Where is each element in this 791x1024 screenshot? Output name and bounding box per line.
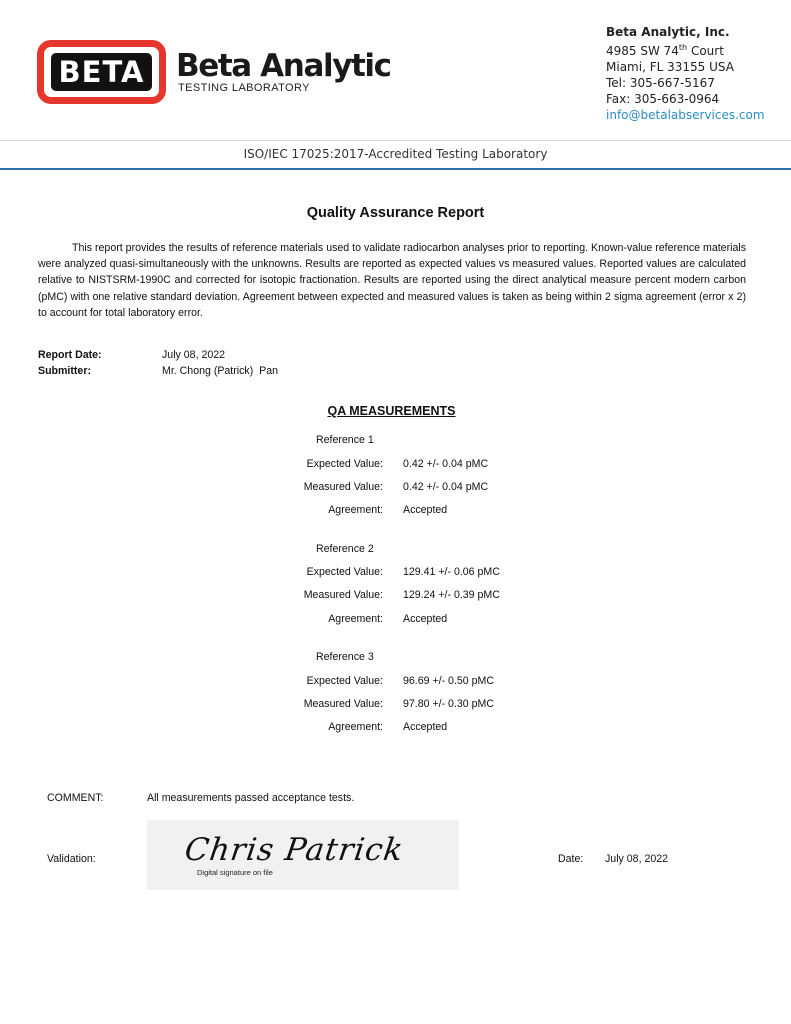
email-link[interactable]: info@betalabservices.com [606, 108, 765, 122]
signature: Chris Patrick [182, 832, 406, 868]
tel-line: Tel: 305-667-5167 [606, 76, 715, 90]
comment-label: COMMENT: [47, 792, 104, 804]
reference-title: Reference 3 [316, 651, 374, 663]
report-date-value: July 08, 2022 [162, 349, 226, 361]
submitter-value: Mr. Chong (Patrick) Pan [162, 365, 278, 377]
measured-value: 97.80 +/- 0.30 pMC [403, 698, 494, 710]
agreement-label: Agreement: [328, 504, 383, 516]
qa-heading: QA MEASUREMENTS [327, 404, 456, 418]
reference-title: Reference 1 [316, 434, 374, 446]
measured-value: 129.24 +/- 0.39 pMC [403, 589, 500, 601]
date-value: July 08, 2022 [605, 853, 669, 865]
accreditation-line: ISO/IEC 17025:2017-Accredited Testing Laboratory [243, 147, 548, 161]
reference-title: Reference 2 [316, 543, 374, 555]
measured-label: Measured Value: [303, 481, 383, 493]
date-label: Date: [558, 853, 584, 865]
expected-label: Expected Value: [306, 675, 383, 687]
submitter-label: Submitter: [38, 365, 91, 377]
intro-paragraph: This report provides the results of reference materials used to validate radiocarbon analyses prior to reporting. Known-value reference materials were analyzed quasi-simultaneously with the unknowns. Results are reported as expected values vs measured values. Reported values are calculated relative to NISTSRM-1990C and corrected for isotopic fractionation. Results are reported using the direct analytical measure percent modern carbon (pMC) with one relative standard deviation. Agreement between expected and measured values is taken as being within 2 sigma agreement (error x 2) to account for total laboratory error. [38, 242, 746, 319]
agreement-value: Accepted [403, 613, 448, 625]
company-name: Beta Analytic, Inc. [606, 25, 730, 39]
agreement-value: Accepted [403, 504, 448, 516]
measured-value: 0.42 +/- 0.04 pMC [403, 481, 489, 493]
fax-line: Fax: 305-663-0964 [606, 92, 720, 106]
signature-note: Digital signature on file [197, 868, 273, 877]
beta-logo [37, 40, 166, 104]
blue-rule [0, 168, 791, 170]
brand-subtitle: TESTING LABORATORY [178, 82, 310, 94]
report-title: Quality Assurance Report [306, 205, 485, 221]
expected-value: 96.69 +/- 0.50 pMC [403, 675, 494, 687]
street-address: 4985 SW 74th Court [606, 43, 724, 58]
brand-name: Beta Analytic [176, 48, 391, 84]
city-line: Miami, FL 33155 USA [606, 60, 734, 74]
signature-box [147, 820, 459, 890]
header-divider [0, 140, 791, 141]
validation-label: Validation: [47, 853, 96, 865]
measured-label: Measured Value: [303, 589, 383, 601]
expected-value: 129.41 +/- 0.06 pMC [403, 566, 500, 578]
agreement-label: Agreement: [328, 721, 383, 733]
agreement-value: Accepted [403, 721, 448, 733]
expected-value: 0.42 +/- 0.04 pMC [403, 458, 489, 470]
logo-text: BETA [51, 53, 152, 91]
company-address [606, 24, 765, 123]
expected-label: Expected Value: [306, 566, 383, 578]
report-date-label: Report Date: [38, 349, 102, 361]
comment-text: All measurements passed acceptance tests. [147, 792, 355, 804]
expected-label: Expected Value: [306, 458, 383, 470]
measured-label: Measured Value: [303, 698, 383, 710]
agreement-label: Agreement: [328, 613, 383, 625]
